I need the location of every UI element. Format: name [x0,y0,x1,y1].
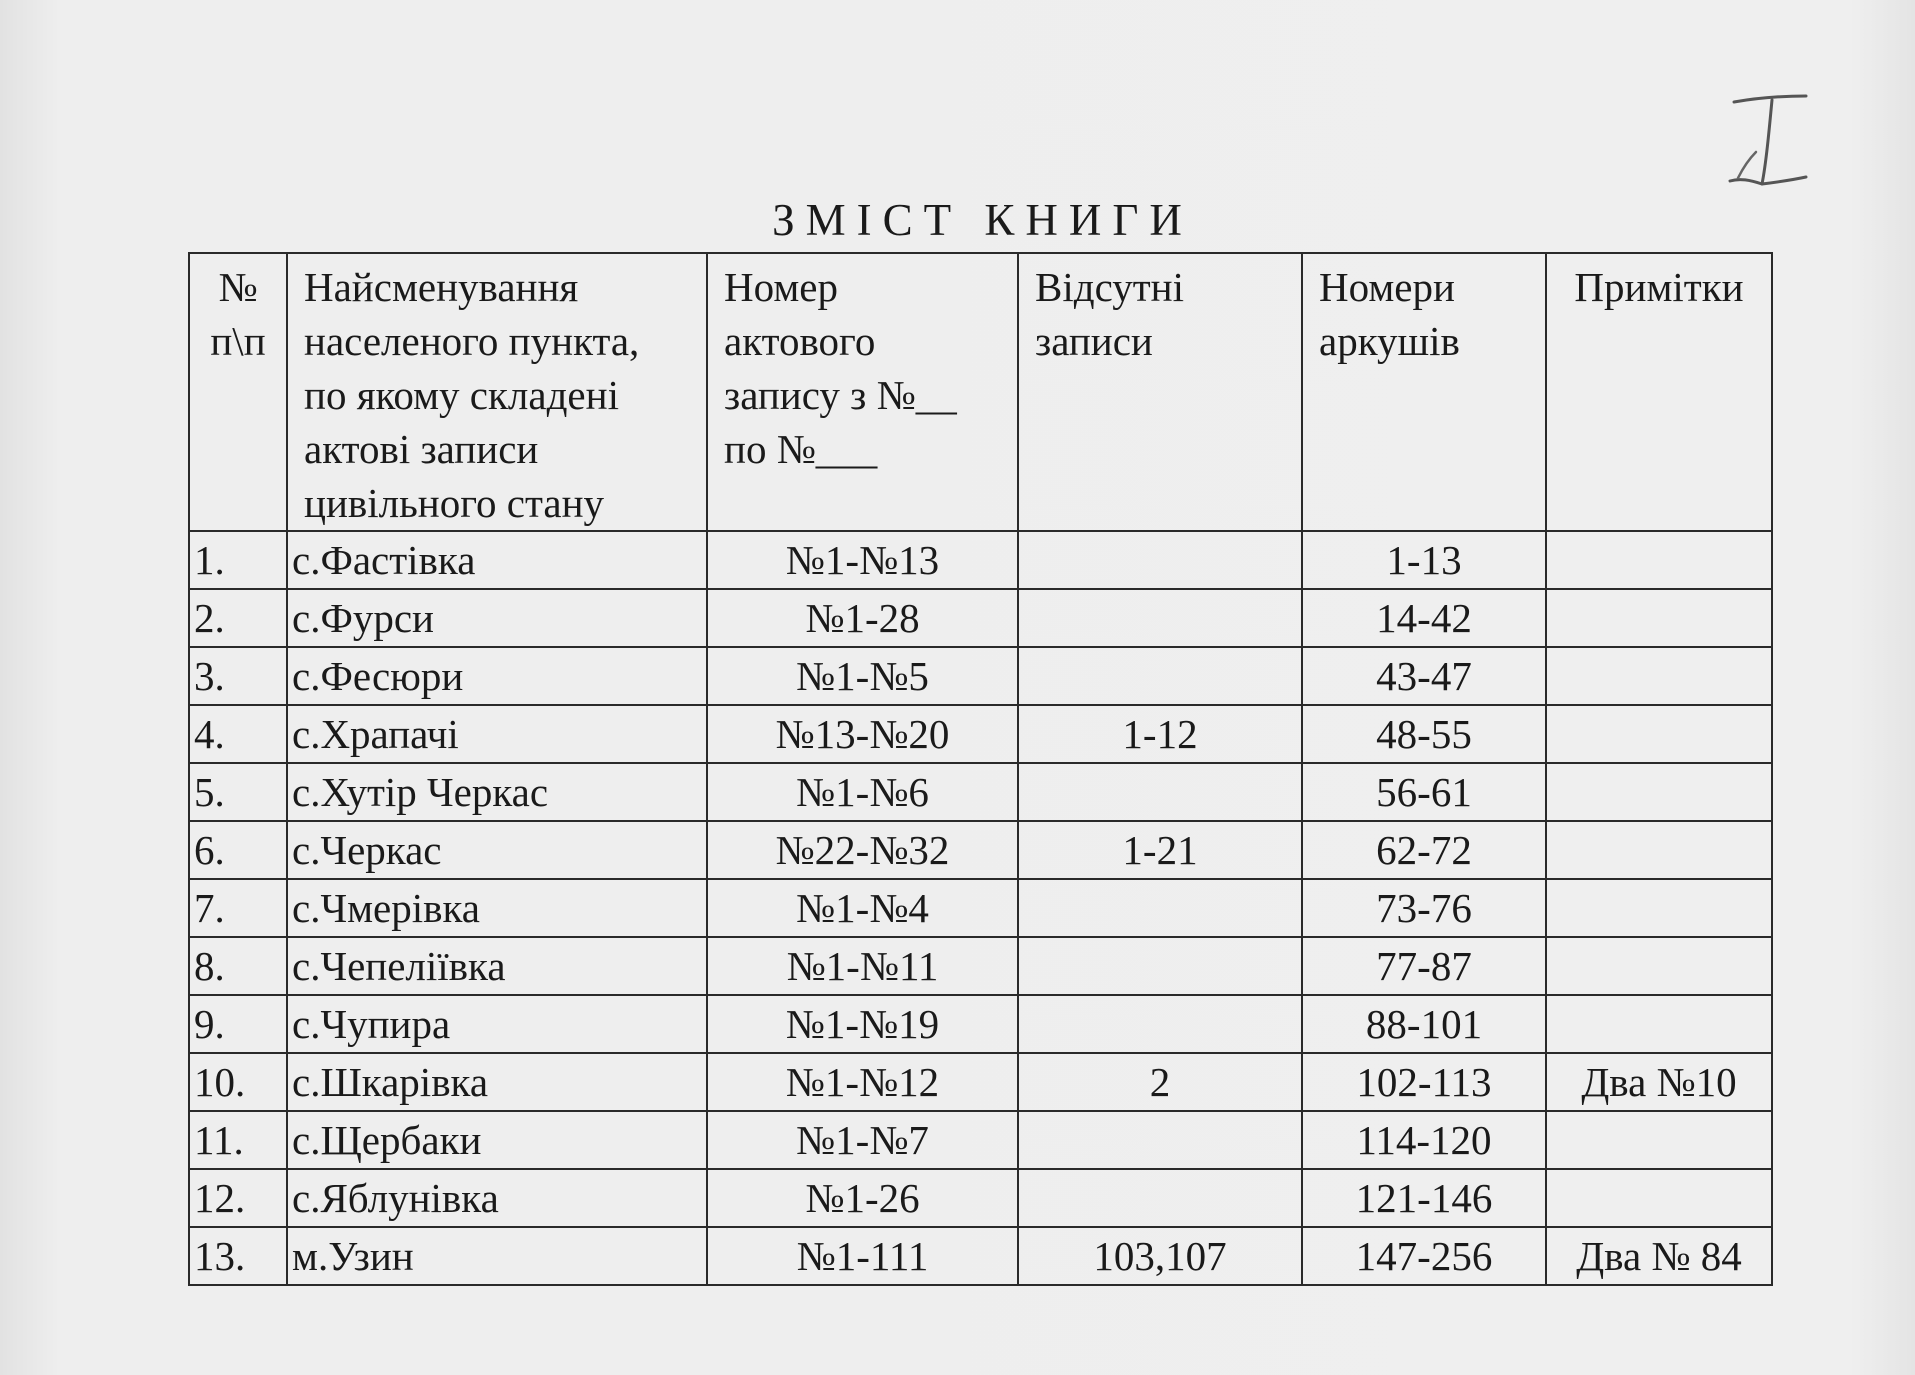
cell-sheets: 88-101 [1302,995,1546,1053]
cell-number: 13. [189,1227,287,1285]
cell-settlement: с.Черкас [287,821,707,879]
table-row [189,995,1772,1053]
cell-act-range: №1-№11 [707,937,1018,995]
cell-number: 1. [189,531,287,589]
cell-missing [1018,763,1302,821]
table-row [189,1111,1772,1169]
header-missing-records [1018,253,1302,531]
header-settlement-line: Найсменування [304,264,579,310]
cell-number: 2. [189,589,287,647]
cell-sheets: 77-87 [1302,937,1546,995]
handwritten-page-number [1722,92,1812,202]
cell-notes [1546,531,1772,589]
header-number-line: № [218,264,258,310]
cell-notes [1546,995,1772,1053]
table-row [189,647,1772,705]
cell-act-range: №1-№7 [707,1111,1018,1169]
cell-number: 9. [189,995,287,1053]
cell-notes [1546,705,1772,763]
cell-act-range: №1-26 [707,1169,1018,1227]
table-row [189,589,1772,647]
header-settlement-name [287,253,707,531]
cell-sheets: 48-55 [1302,705,1546,763]
cell-missing: 1-21 [1018,821,1302,879]
cell-missing [1018,647,1302,705]
header-act-line: Номер [724,264,838,310]
header-number-line: п\п [210,318,266,364]
cell-number: 12. [189,1169,287,1227]
cell-missing [1018,937,1302,995]
cell-number: 5. [189,763,287,821]
cell-missing [1018,1169,1302,1227]
table-row [189,763,1772,821]
cell-sheets: 73-76 [1302,879,1546,937]
table-row [189,1169,1772,1227]
header-row [189,253,1772,531]
cell-settlement: с.Яблунівка [287,1169,707,1227]
cell-act-range: №22-№32 [707,821,1018,879]
cell-act-range: №1-№12 [707,1053,1018,1111]
cell-missing [1018,995,1302,1053]
cell-settlement: с.Щербаки [287,1111,707,1169]
cell-act-range: №1-№5 [707,647,1018,705]
table-row [189,821,1772,879]
cell-settlement: с.Чупира [287,995,707,1053]
cell-sheets: 56-61 [1302,763,1546,821]
header-act-record-number [707,253,1018,531]
header-act-line: запису з №__ [724,372,957,418]
cell-settlement: с.Чмерівка [287,879,707,937]
header-settlement-line: по якому складені [304,372,619,418]
table-row [189,1227,1772,1285]
cell-act-range: №1-28 [707,589,1018,647]
contents-table [188,252,1773,1286]
cell-number: 4. [189,705,287,763]
cell-act-range: №1-111 [707,1227,1018,1285]
cell-missing [1018,1111,1302,1169]
header-settlement-line: актові записи [304,426,539,472]
cell-missing [1018,879,1302,937]
header-sheet-numbers [1302,253,1546,531]
cell-settlement: с.Храпачі [287,705,707,763]
cell-act-range: №1-№13 [707,531,1018,589]
document-title: ЗМІСТ КНИГИ [772,195,1193,245]
cell-missing: 2 [1018,1053,1302,1111]
table-row [189,879,1772,937]
cell-sheets: 1-13 [1302,531,1546,589]
cell-notes [1546,1169,1772,1227]
cell-notes: Два № 84 [1546,1227,1772,1285]
cell-number: 11. [189,1111,287,1169]
cell-sheets: 102-113 [1302,1053,1546,1111]
cell-sheets: 62-72 [1302,821,1546,879]
cell-missing [1018,589,1302,647]
cell-sheets: 121-146 [1302,1169,1546,1227]
header-notes-line: Примітки [1574,264,1744,310]
cell-act-range: №13-№20 [707,705,1018,763]
cell-number: 10. [189,1053,287,1111]
cell-settlement: с.Фастівка [287,531,707,589]
cell-settlement: с.Чепеліївка [287,937,707,995]
cell-number: 7. [189,879,287,937]
cell-number: 3. [189,647,287,705]
table-row [189,705,1772,763]
cell-missing [1018,531,1302,589]
cell-act-range: №1-№4 [707,879,1018,937]
cell-notes [1546,763,1772,821]
header-act-line: актового [724,318,876,364]
table-row [189,937,1772,995]
cell-notes [1546,879,1772,937]
table-row [189,1053,1772,1111]
cell-notes [1546,1111,1772,1169]
cell-act-range: №1-№19 [707,995,1018,1053]
cell-missing: 103,107 [1018,1227,1302,1285]
cell-settlement: с.Фурси [287,589,707,647]
header-sheets-line: Номери [1319,264,1455,310]
cell-notes [1546,937,1772,995]
cell-sheets: 114-120 [1302,1111,1546,1169]
header-act-line: по №___ [724,426,878,472]
header-number [189,253,287,531]
cell-sheets: 14-42 [1302,589,1546,647]
header-settlement-line: населеного пункта, [304,318,640,364]
header-missing-line: записи [1035,318,1153,364]
cell-act-range: №1-№6 [707,763,1018,821]
cell-sheets: 43-47 [1302,647,1546,705]
cell-settlement: м.Узин [287,1227,707,1285]
cell-settlement: с.Фесюри [287,647,707,705]
cell-notes: Два №10 [1546,1053,1772,1111]
cell-notes [1546,821,1772,879]
cell-number: 6. [189,821,287,879]
header-sheets-line: аркушів [1319,318,1460,364]
cell-sheets: 147-256 [1302,1227,1546,1285]
cell-settlement: с.Шкарівка [287,1053,707,1111]
header-settlement-line: цивільного стану [304,480,605,526]
cell-settlement: с.Хутір Черкас [287,763,707,821]
cell-missing: 1-12 [1018,705,1302,763]
header-notes [1546,253,1772,531]
table-row [189,531,1772,589]
cell-notes [1546,589,1772,647]
cell-notes [1546,647,1772,705]
header-missing-line: Відсутні [1035,264,1185,310]
cell-number: 8. [189,937,287,995]
